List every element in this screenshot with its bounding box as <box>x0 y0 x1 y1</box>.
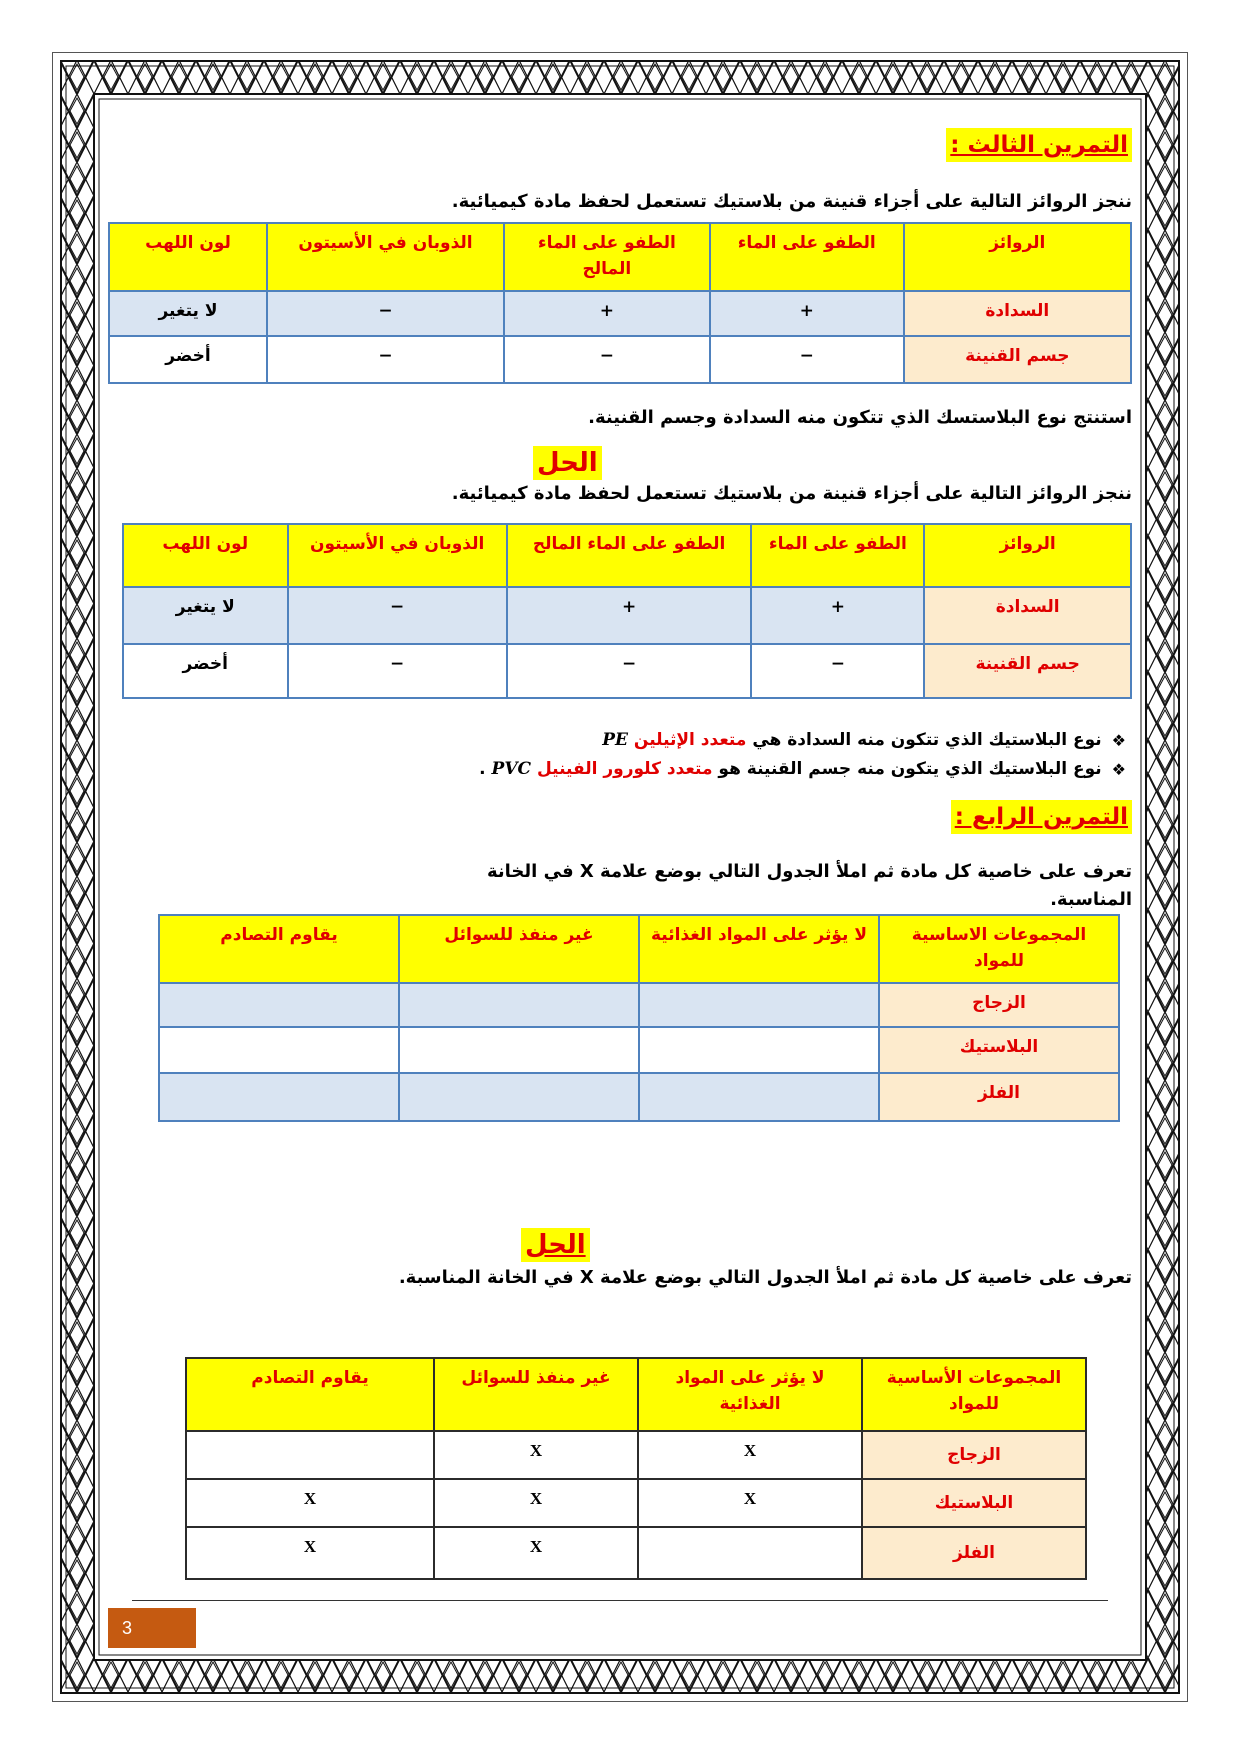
header-cell: غير منفذ للسوائل <box>434 1358 638 1431</box>
list-item <box>479 755 1126 784</box>
diamond-bullet-icon: ❖ <box>1111 731 1126 750</box>
table-cell: − <box>267 336 504 383</box>
exercise-4-solution-intro: تعرف على خاصية كل مادة ثم املأ الجدول التالي بوضع علامة X في الخانة المناسبة. <box>398 1267 1132 1288</box>
header-cell: يقاوم التصادم <box>159 915 399 983</box>
row-label: جسم القنينة <box>904 336 1131 383</box>
table-row <box>109 336 1131 383</box>
row-label: السدادة <box>924 587 1131 644</box>
table-cell: + <box>507 587 752 644</box>
conclusion-answer: متعدد الإثيلين <box>633 730 747 750</box>
table-cell <box>159 1027 399 1073</box>
row-label: البلاستيك <box>879 1027 1119 1073</box>
header-cell: الطفو على الماء <box>751 524 924 587</box>
conclusion-end: . <box>479 759 486 779</box>
table-cell <box>639 1073 879 1121</box>
header-cell: الطفو على الماء المالح <box>507 524 752 587</box>
list-item <box>479 726 1126 755</box>
table-cell <box>159 1073 399 1121</box>
exercise-4-title: التمرين الرابع : <box>951 800 1132 834</box>
row-label: الزجاج <box>862 1431 1086 1479</box>
exercise-3-intro: ننجز الروائز التالية على أجزاء قنينة من بلاستيك تستعمل لحفظ مادة كيميائية. <box>451 191 1132 212</box>
page-number: 3 <box>108 1608 196 1648</box>
table-row <box>123 644 1131 698</box>
row-label: الزجاج <box>879 983 1119 1027</box>
exercise-3-title: التمرين الثالث : <box>946 128 1132 162</box>
header-cell: الذوبان في الأسيتون <box>267 223 504 291</box>
table-cell <box>159 983 399 1027</box>
exercise-4-table <box>158 914 1120 1122</box>
table-cell: − <box>751 644 924 698</box>
row-label: السدادة <box>904 291 1131 336</box>
table-cell: X <box>434 1527 638 1579</box>
conclusion-text: نوع البلاستيك الذي تتكون منه السدادة هي <box>752 730 1102 750</box>
table-row <box>159 1073 1119 1121</box>
header-cell: لون اللهب <box>109 223 267 291</box>
conclusion-formula: PE <box>602 730 628 750</box>
table-cell: لا يتغير <box>109 291 267 336</box>
row-label: الفلز <box>879 1073 1119 1121</box>
header-cell: المجموعات الأساسية للمواد <box>862 1358 1086 1431</box>
exercise-3-solution-title: الحل <box>533 446 602 480</box>
table-row <box>186 1527 1086 1579</box>
exercise-4-intro-line1: تعرف على خاصية كل مادة ثم املأ الجدول التالي بوضع علامة X في الخانة <box>487 861 1132 882</box>
exercise-4-solution-table <box>185 1357 1087 1580</box>
table-cell: − <box>504 336 710 383</box>
header-cell: الروائز <box>904 223 1131 291</box>
table-cell: − <box>288 587 507 644</box>
table-cell <box>399 983 639 1027</box>
table-cell: X <box>186 1527 434 1579</box>
table-row <box>186 1431 1086 1479</box>
table-cell: − <box>507 644 752 698</box>
table-cell <box>399 1027 639 1073</box>
diamond-bullet-icon: ❖ <box>1111 760 1126 779</box>
table-cell <box>399 1073 639 1121</box>
table-row <box>123 587 1131 644</box>
footer-divider <box>132 1600 1108 1601</box>
header-cell: الطفو على الماء المالح <box>504 223 710 291</box>
header-cell: الطفو على الماء <box>710 223 904 291</box>
header-cell: الروائز <box>924 524 1131 587</box>
exercise-3-solution-table <box>122 523 1132 699</box>
header-cell: الذوبان في الأسيتون <box>288 524 507 587</box>
worksheet-page <box>108 108 1132 1646</box>
table-cell: − <box>267 291 504 336</box>
exercise-3-conclusions <box>479 726 1126 784</box>
table-row <box>159 1027 1119 1073</box>
header-cell: لون اللهب <box>123 524 288 587</box>
table-cell: X <box>434 1431 638 1479</box>
header-cell: لا يؤثر على المواد الغذائية <box>639 915 879 983</box>
table-cell: لا يتغير <box>123 587 288 644</box>
table-cell: − <box>288 644 507 698</box>
header-cell: المجموعات الاساسية للمواد <box>879 915 1119 983</box>
exercise-4-solution-title: الحل <box>521 1228 590 1262</box>
table-row <box>159 983 1119 1027</box>
header-cell: لا يؤثر على المواد الغذائية <box>638 1358 862 1431</box>
header-cell: يقاوم التصادم <box>186 1358 434 1431</box>
conclusion-formula: PVC <box>491 759 532 779</box>
conclusion-text: نوع البلاستيك الذي يتكون منه جسم القنينة هو <box>718 759 1102 779</box>
table-cell: أخضر <box>109 336 267 383</box>
exercise-3-table <box>108 222 1132 384</box>
row-label: جسم القنينة <box>924 644 1131 698</box>
table-cell <box>639 983 879 1027</box>
table-cell <box>639 1027 879 1073</box>
table-cell: + <box>751 587 924 644</box>
table-cell: أخضر <box>123 644 288 698</box>
table-row <box>109 291 1131 336</box>
table-cell <box>186 1431 434 1479</box>
conclusion-answer: متعدد كلورور الفينيل <box>536 759 713 779</box>
row-label: الفلز <box>862 1527 1086 1579</box>
table-cell: X <box>186 1479 434 1527</box>
exercise-3-solution-intro: ننجز الروائز التالية على أجزاء قنينة من بلاستيك تستعمل لحفظ مادة كيميائية. <box>451 483 1132 504</box>
row-label: البلاستيك <box>862 1479 1086 1527</box>
table-cell: X <box>434 1479 638 1527</box>
table-cell: X <box>638 1479 862 1527</box>
table-cell: + <box>504 291 710 336</box>
header-cell: غير منفذ للسوائل <box>399 915 639 983</box>
exercise-4-intro-line2: المناسبة. <box>1050 889 1132 910</box>
table-cell: + <box>710 291 904 336</box>
exercise-3-question: استنتج نوع البلاستسك الذي تتكون منه السدادة وجسم القنينة. <box>588 407 1132 428</box>
table-cell: X <box>638 1431 862 1479</box>
table-row <box>186 1479 1086 1527</box>
table-cell: − <box>710 336 904 383</box>
table-cell <box>638 1527 862 1579</box>
